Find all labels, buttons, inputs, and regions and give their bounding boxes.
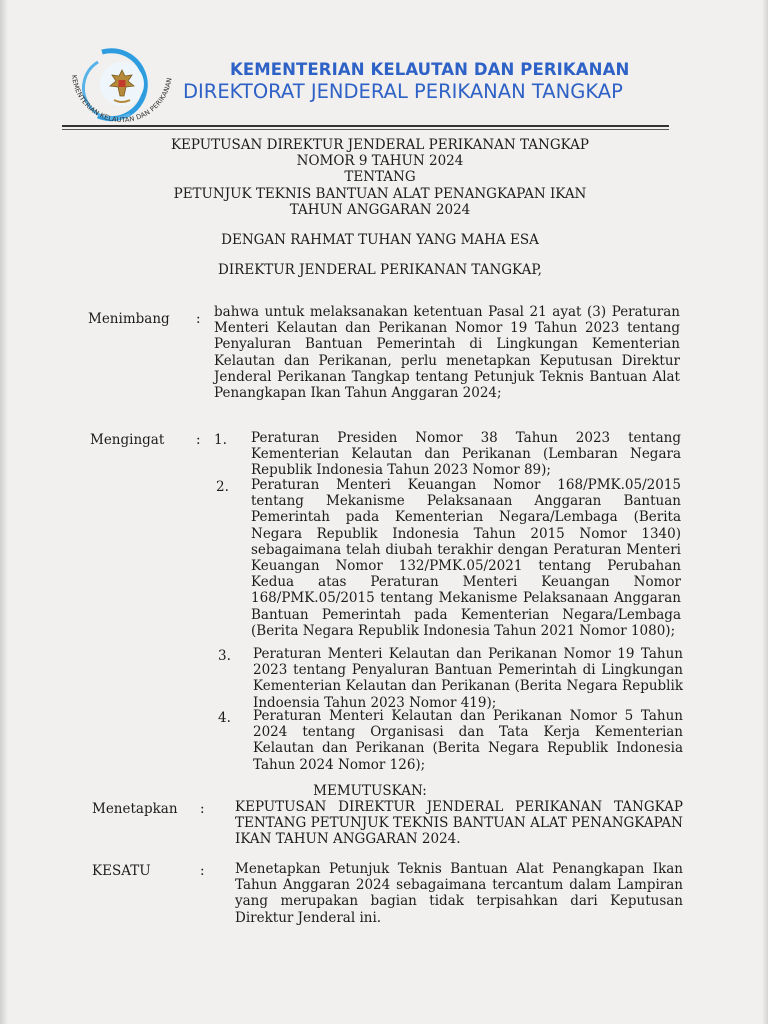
mengingat-item-number: 4. [218,710,231,726]
kesatu-text: Menetapkan Petunjuk Teknis Bantuan Alat Penangkapan Ikan Tahun Anggaran 2024 sebagaimana tercantum dalam Lampiran yang merupakan bagian tidak terpisahkan dari Keputusan Direktur Jenderal ini. [235,861,683,926]
header-rule [62,125,669,127]
mengingat-label: Mengingat [90,432,165,448]
menetapkan-text: KEPUTUSAN DIREKTUR JENDERAL PERIKANAN TANGKAP TENTANG PETUNJUK TEKNIS BANTUAN ALAT PENANGKAPAN IKAN TAHUN ANGGARAN 2024. [235,799,683,848]
memutuskan-heading: MEMUTUSKAN: [313,783,427,799]
decree-subject: PETUNJUK TEKNIS BANTUAN ALAT PENANGKAPAN IKAN [173,186,587,202]
mengingat-item-text: Peraturan Menteri Keuangan Nomor 168/PMK.05/2015 tentang Mekanisme Pelaksanaan Anggaran Bantuan Pemerintah pada Kementerian Negara/Lembaga (Berita Negara Republik Indonesia Tahun 2015 Nomor 1340) sebagaimana telah diubah terakhir dengan Peraturan Menteri Keuangan Nomor 132/PMK.05/2021 tentang Perubahan Kedua atas Peraturan Menteri Keuangan Nomor 168/PMK.05/2015 tentang Mekanisme Pelaksanaan Anggaran Bantuan Pemerintah pada Kementerian Negara/Lembaga (Berita Negara Republik Indonesia Tahun 2021 Nomor 1080); [251,477,681,639]
header-rule-thin [62,129,669,130]
menetapkan-colon: : [200,801,205,817]
logo-arc-text: KEMENTERIAN KELAUTAN DAN PERIKANAN [70,74,174,125]
decree-title: KEPUTUSAN DIREKTUR JENDERAL PERIKANAN TANGKAP [170,137,590,153]
kesatu-colon: : [200,863,205,879]
menimbang-text: bahwa untuk melaksanakan ketentuan Pasal 21 ayat (3) Peraturan Menteri Kelautan dan Perikanan Nomor 19 Tahun 2023 tentang Penyaluran Bantuan Pemerintah di Lingkungan Kementerian Kelautan dan Perikanan, perlu menetapkan Keputusan Direktur Jenderal Perikanan Tangkap tentang Petunjuk Teknis Bantuan Alat Penangkapan Ikan Tahun Anggaran 2024; [214,304,680,402]
scan-edge-left [0,0,8,1024]
decree-number: NOMOR 9 TAHUN 2024 [296,153,464,169]
scan-edge-right [762,0,768,1024]
directorate-name: DIREKTORAT JENDERAL PERIKANAN TANGKAP [183,80,623,103]
ministry-logo-icon [62,42,180,132]
official-line: DIREKTUR JENDERAL PERIKANAN TANGKAP, [218,262,542,278]
menimbang-label: Menimbang [88,311,170,327]
menetapkan-label: Menetapkan [92,801,178,817]
decree-subject-year: TAHUN ANGGARAN 2024 [289,202,471,218]
mengingat-item-text: Peraturan Menteri Kelautan dan Perikanan Nomor 5 Tahun 2024 tentang Organisasi dan Tata Kerja Kementerian Kelautan dan Perikanan (Berita Negara Republik Indonesia Tahun 2024 Nomor 126); [253,708,683,773]
menimbang-colon: : [196,311,201,327]
mengingat-item-number: 2. [216,479,229,495]
mengingat-colon: : [196,432,201,448]
grace-line: DENGAN RAHMAT TUHAN YANG MAHA ESA [221,232,539,248]
decree-about: TENTANG [344,169,416,185]
kesatu-label: KESATU [92,863,151,879]
mengingat-item-text: Peraturan Presiden Nomor 38 Tahun 2023 tentang Kementerian Kelautan dan Perikanan (Lembaran Negara Republik Indonesia Tahun 2023 Nomor 89); [251,430,681,479]
mengingat-item-text: Peraturan Menteri Kelautan dan Perikanan Nomor 19 Tahun 2023 tentang Penyaluran Bantuan Pemerintah di Lingkungan Kementerian Kelautan dan Perikanan (Berita Negara Republik Indoensia Tahun 2023 Nomor 419); [253,646,683,711]
mengingat-item-number: 3. [218,648,231,664]
ministry-name: KEMENTERIAN KELAUTAN DAN PERIKANAN [230,60,630,79]
mengingat-item-number: 1. [214,432,227,448]
